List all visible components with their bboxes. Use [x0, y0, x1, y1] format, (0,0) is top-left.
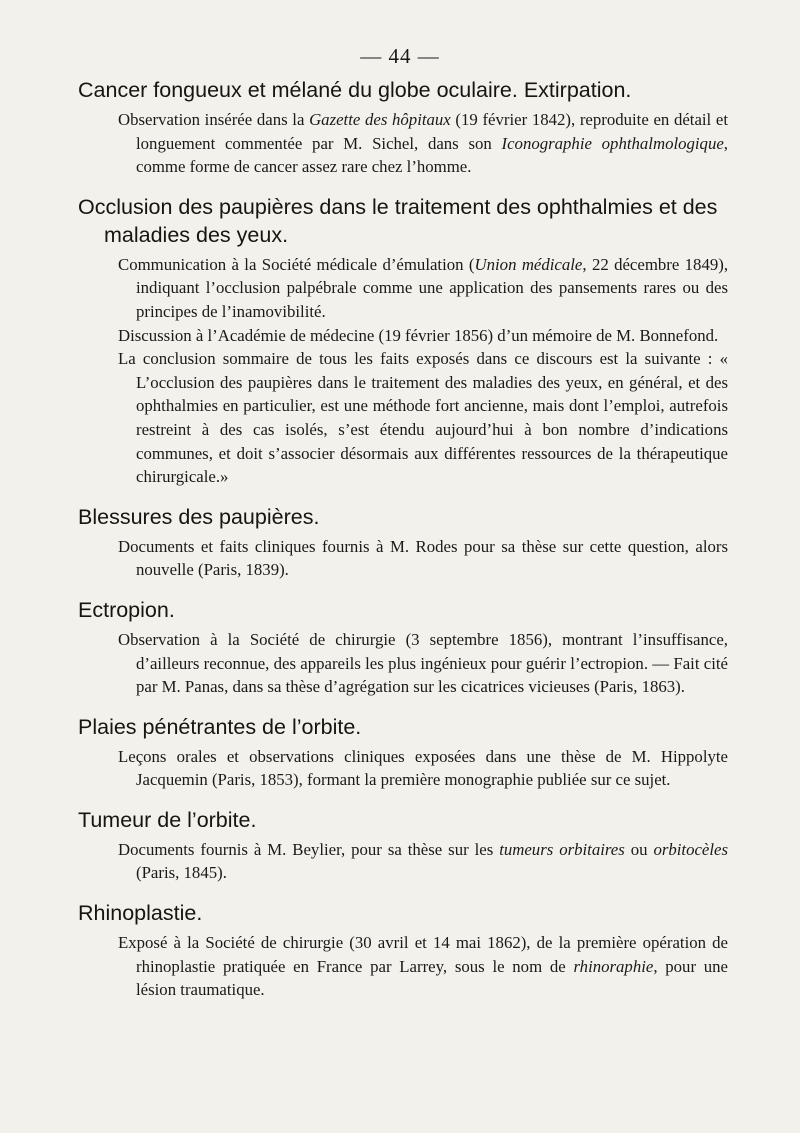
- text-run: , pour une lésion traumatique.: [136, 956, 728, 1000]
- paragraph: [78, 347, 728, 489]
- section-gap: [78, 699, 728, 713]
- paragraph: [78, 108, 728, 179]
- text-run: Discussion à l’Académie de médecine (19 février 1856) d’un mémoire de M. Bonnefond.: [118, 325, 719, 345]
- italic-run: tumeurs orbitaires: [499, 839, 625, 859]
- italic-run: Iconographie ophthalmologique: [501, 133, 724, 153]
- section: [78, 596, 728, 699]
- section: [78, 503, 728, 582]
- paragraph: [78, 838, 728, 885]
- section-gap: [78, 582, 728, 596]
- text-run: Documents fournis à M. Beylier, pour sa thèse sur les: [118, 839, 500, 859]
- section-heading: Cancer fongueux et mélané du globe oculaire. Extirpation.: [78, 78, 632, 102]
- page-content: [78, 76, 728, 1002]
- text-run: , 22 décembre 1849), indiquant l’occlusion palpébrale comme une application des pansements rares ou des principes de l’inamovibilité.: [136, 254, 729, 321]
- section-heading: Occlusion des paupières dans le traitement des ophthalmies et des maladies des yeux.: [78, 194, 718, 247]
- paragraph: [78, 931, 728, 1002]
- italic-run: rhinoraphie: [573, 956, 654, 976]
- page-number: — 44 —: [360, 44, 440, 68]
- paragraph: [78, 535, 728, 582]
- text-run: Communication à la Société médicale d’émulation (: [118, 254, 475, 274]
- text-run: Observation à la Société de chirurgie (3 septembre 1856), montrant l’insuffisance, d’ailleurs reconnue, des appareils les plus ingénieux pour guérir l’ectropion. — Fait cité par M. Panas, dans sa thèse d’agrégation sur les cicatrices vicieuses (Paris, 1863).: [118, 629, 728, 697]
- section-gap: [78, 489, 728, 503]
- section-heading: Blessures des paupières.: [78, 504, 320, 529]
- text-run: , comme forme de cancer assez rare chez l’homme.: [136, 133, 728, 177]
- paragraph: [78, 253, 728, 324]
- paragraph: [78, 745, 728, 792]
- section: [78, 193, 728, 489]
- italic-run: Gazette des hôpitaux: [309, 110, 451, 129]
- section-gap: [78, 179, 728, 193]
- section-heading: Ectropion.: [78, 597, 175, 622]
- text-run: Observation insérée dans la: [118, 110, 310, 129]
- section: [78, 76, 728, 179]
- section-heading: Rhinoplastie.: [78, 901, 203, 926]
- text-run: Documents et faits cliniques fournis à M. Rodes pour sa thèse sur cette question, alors nouvelle (Paris, 1839).: [118, 536, 728, 580]
- text-run: La conclusion sommaire de tous les faits exposés dans ce discours est la suivante : « L’occlusion des paupières dans le traitement des maladies des yeux, en général, et des ophthalmies en particulier, est une méthode fort ancienne, mais dont l’emploi, autrefois restreint à des cas isolés, s’est étendu aujourd’hui à bon nombre d’indications communes, et doit s’associer désormais aux différentes ressources de la thérapeutique chirurgicale.»: [118, 349, 728, 487]
- section: [78, 899, 728, 1002]
- section: [78, 806, 728, 885]
- text-run: (Paris, 1845).: [136, 863, 227, 883]
- section-heading: Plaies pénétrantes de l’orbite.: [78, 714, 362, 739]
- text-run: (19 février 1842), reproduite en détail et longuement commentée par M. Sichel, dans son: [136, 110, 728, 153]
- text-run: Leçons orales et observations cliniques exposées dans une thèse de M. Hippolyte Jacquemin (Paris, 1853), formant la première monographie publiée sur ce sujet.: [118, 746, 728, 790]
- text-run: ou: [624, 839, 654, 859]
- paragraph: [78, 628, 728, 699]
- section-gap: [78, 792, 728, 806]
- section: [78, 713, 728, 792]
- section-heading: Tumeur de l’orbite.: [78, 807, 257, 832]
- italic-run: Union médicale: [474, 254, 583, 274]
- italic-run: orbitocèles: [653, 839, 729, 859]
- paragraph: [78, 324, 728, 348]
- text-run: Exposé à la Société de chirurgie (30 avril et 14 mai 1862), de la première opération de rhinoplastie pratiquée en France par Larrey, sous le nom de: [118, 933, 728, 976]
- section-gap: [78, 885, 728, 899]
